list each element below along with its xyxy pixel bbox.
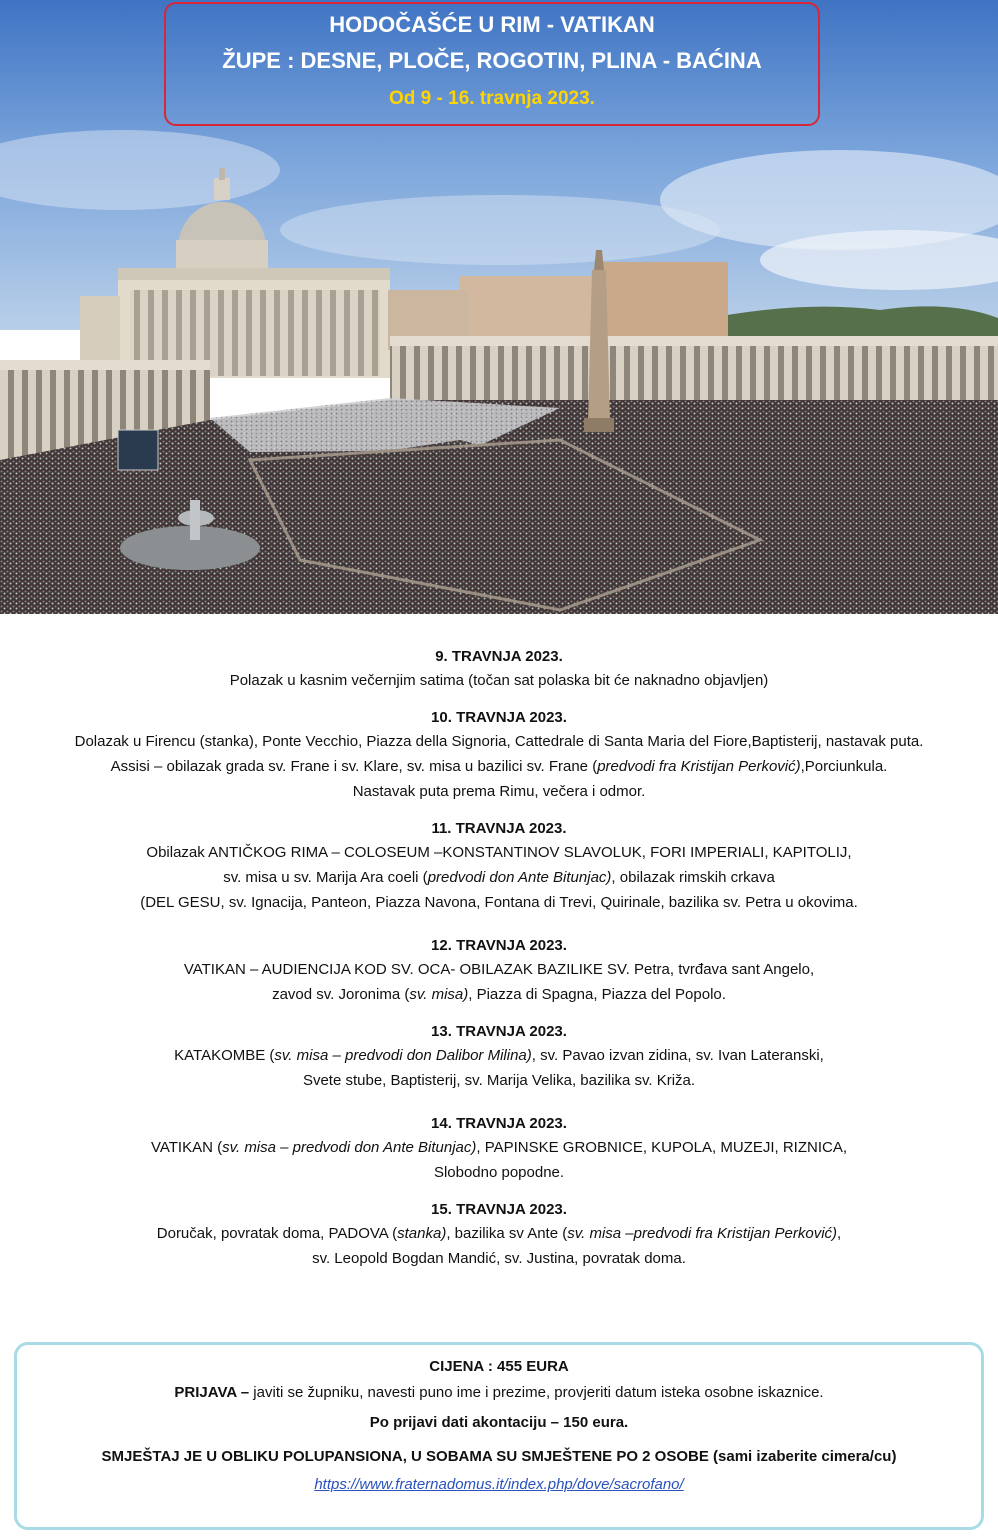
deposit-info: Po prijavi dati akontaciju – 150 eura. bbox=[369, 1414, 629, 1431]
day-date: 11. TRAVNJA 2023. bbox=[431, 820, 567, 837]
text-segment: sv. misa u sv. Marija Ara coeli ( bbox=[223, 869, 428, 886]
trip-title: HODOČAŠĆE U RIM - VATIKAN bbox=[329, 12, 655, 37]
day-line: Nastavak puta prema Rimu, večera i odmor. bbox=[352, 783, 646, 800]
text-segment: VATIKAN ( bbox=[150, 1139, 223, 1156]
celebrant-note: predvodi don Ante Bitunjac) bbox=[427, 869, 612, 886]
text-segment: zavod sv. Joronima ( bbox=[272, 986, 410, 1003]
parishes-line: ŽUPE : DESNE, PLOČE, ROGOTIN, PLINA - BAĆINA bbox=[222, 48, 762, 73]
day-line bbox=[0, 1135, 998, 1160]
day-date: 10. TRAVNJA 2023. bbox=[431, 709, 567, 726]
link-row bbox=[17, 1475, 981, 1495]
trip-dates: Od 9 - 16. travnja 2023. bbox=[389, 88, 595, 109]
celebrant-note: predvodi fra Kristijan Perković) bbox=[597, 758, 801, 775]
day-12 bbox=[0, 935, 998, 1007]
text-segment: , obilazak rimskih crkava bbox=[611, 869, 775, 886]
text-segment: , Piazza di Spagna, Piazza del Popolo. bbox=[468, 986, 726, 1003]
text-segment: Assisi – obilazak grada sv. Frane i sv. Klare, sv. misa u bazilici sv. Frane ( bbox=[110, 758, 598, 775]
day-date: 15. TRAVNJA 2023. bbox=[431, 1201, 567, 1218]
day-line bbox=[0, 754, 998, 779]
day-10 bbox=[0, 707, 998, 804]
info-box bbox=[14, 1342, 984, 1530]
day-line bbox=[0, 1043, 998, 1068]
title-box bbox=[164, 2, 820, 126]
day-date: 9. TRAVNJA 2023. bbox=[435, 648, 563, 665]
registration-text: javiti se župniku, navesti puno ime i prezime, provjeriti datum isteka osobne iskaznice. bbox=[249, 1384, 824, 1401]
day-line: (DEL GESU, sv. Ignacija, Panteon, Piazza Navona, Fontana di Trevi, Quirinale, bazilika sv. Petra u okovima. bbox=[140, 894, 858, 911]
text-segment: ,Porciunkula. bbox=[800, 758, 888, 775]
day-line bbox=[0, 982, 998, 1007]
day-date: 13. TRAVNJA 2023. bbox=[431, 1023, 567, 1040]
day-line: Polazak u kasnim večernjim satima (točan sat polaska bit će naknadno objavljen) bbox=[229, 672, 769, 689]
accommodation-info: SMJEŠTAJ JE U OBLIKU POLUPANSIONA, U SOBAMA SU SMJEŠTENE PO 2 OSOBE (sami izaberite cimera/cu) bbox=[101, 1448, 897, 1465]
day-line: VATIKAN – AUDIENCIJA KOD SV. OCA- OBILAZAK BAZILIKE SV. Petra, tvrđava sant Angelo, bbox=[183, 961, 815, 978]
hero-photo-st-peters-square bbox=[0, 0, 998, 614]
celebrant-note: sv. misa – predvodi don Ante Bitunjac) bbox=[222, 1139, 477, 1156]
celebrant-note: sv. misa – predvodi don Dalibor Milina) bbox=[274, 1047, 532, 1064]
day-line: sv. Leopold Bogdan Mandić, sv. Justina, povratak doma. bbox=[312, 1250, 686, 1267]
itinerary bbox=[0, 640, 998, 1271]
day-14 bbox=[0, 1113, 998, 1185]
registration-label: PRIJAVA – bbox=[174, 1384, 250, 1401]
day-line: Obilazak ANTIČKOG RIMA – COLOSEUM –KONSTANTINOV SLAVOLUK, FORI IMPERIALI, KAPITOLIJ, bbox=[146, 844, 852, 861]
day-date: 12. TRAVNJA 2023. bbox=[431, 937, 567, 954]
text-segment: KATAKOMBE ( bbox=[174, 1047, 275, 1064]
day-line bbox=[0, 1221, 998, 1246]
registration-info bbox=[17, 1383, 981, 1403]
day-11 bbox=[0, 818, 998, 915]
day-line: Svete stube, Baptisterij, sv. Marija Velika, bazilika sv. Križa. bbox=[302, 1072, 696, 1089]
accommodation-link[interactable]: https://www.fraternadomus.it/index.php/dove/sacrofano/ bbox=[314, 1476, 684, 1493]
day-15 bbox=[0, 1199, 998, 1271]
day-line: Dolazak u Firencu (stanka), Ponte Vecchio, Piazza della Signoria, Cattedrale di Santa Maria del Fiore,Baptisterij, nastavak puta. bbox=[74, 733, 924, 750]
price: CIJENA : 455 EURA bbox=[429, 1358, 569, 1375]
celebrant-note: sv. misa –predvodi fra Kristijan Perković) bbox=[567, 1225, 838, 1242]
day-line: Slobodno popodne. bbox=[433, 1164, 565, 1181]
day-13 bbox=[0, 1021, 998, 1093]
text-segment: stanka) bbox=[397, 1225, 447, 1242]
text-segment: , bbox=[837, 1225, 842, 1242]
text-segment: , PAPINSKE GROBNICE, KUPOLA, MUZEJI, RIZNICA, bbox=[476, 1139, 848, 1156]
celebrant-note: sv. misa) bbox=[409, 986, 469, 1003]
text-segment: , sv. Pavao izvan zidina, sv. Ivan Lateranski, bbox=[531, 1047, 824, 1064]
day-9 bbox=[0, 646, 998, 693]
day-date: 14. TRAVNJA 2023. bbox=[431, 1115, 567, 1132]
text-segment: Doručak, povratak doma, PADOVA ( bbox=[156, 1225, 398, 1242]
text-segment: , bazilika sv Ante ( bbox=[446, 1225, 568, 1242]
day-line bbox=[0, 865, 998, 890]
